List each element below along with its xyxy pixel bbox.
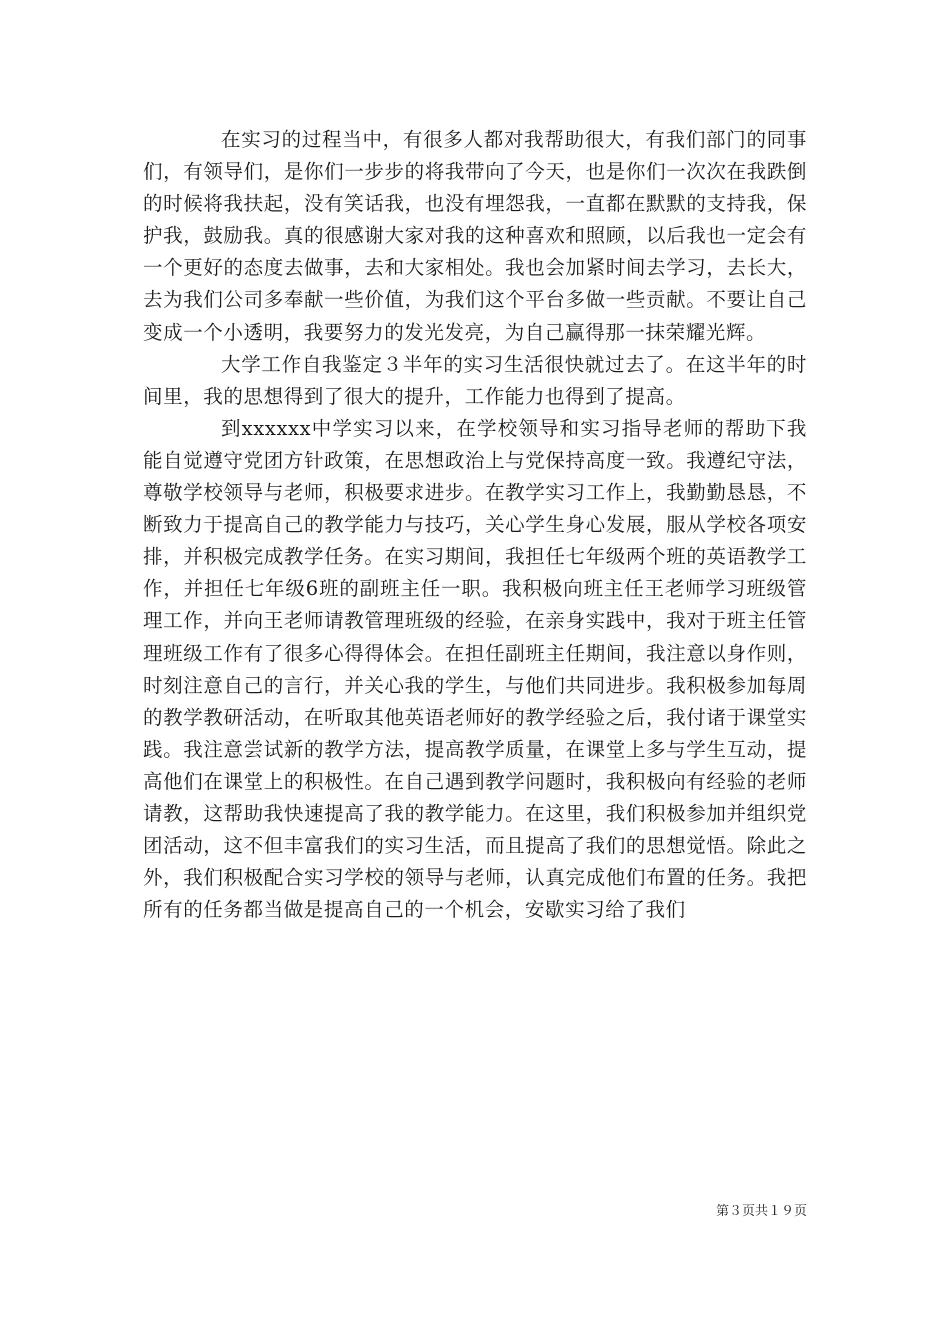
paragraph-teaching: 到xxxxxx中学实习以来，在学校领导和实习指导老师的帮助下我能自觉遵守党团方针政策，在思想政治上与党保持高度一致。我遵纪守法，尊敬学校领导与老师，积极要求进步。在教学实习工作上，我勤勤恳恳，不断致力于提高自己的教学能力与技巧，关心学生身心发展，服从学校各项安排，并积极完成教学任务。在实习期间，我担任七年级两个班的英语教学工作，并担任七年级6班的副班主任一职。我积极向班主任王老师学习班级管理工作，并向王老师请教管理班级的经验，在亲身实践中，我对于班主任管理班级工作有了很多心得得体会。在担任副班主任期间，我注意以身作则，时刻注意自己的言行，并关心我的学生，与他们共同进步。我积极参加每周的教学教研活动，在听取其他英语老师好的教学经验之后，我付诸于课堂实践。我注意尝试新的教学方法，提高教学质量，在课堂上多与学生互动，提高他们在课堂上的积极性。在自己遇到教学问题时，我积极向有经验的老师请教，这帮助我快速提高了我的教学能力。在这里，我们积极参加并组织党团活动，这不但丰富我们的实习生活，而且提高了我们的思想觉悟。除此之外，我们积极配合实习学校的领导与老师，认真完成他们布置的任务。我把所有的任务都当做是提高自己的一个机会，安歇实习给了我们 (143, 416, 807, 922)
page-number: 第３页共１９页 (715, 1204, 807, 1219)
paragraph-thanks: 在实习的过程当中，有很多人都对我帮助很大，有我们部门的同事们，有领导们，是你们一步步的将我带向了今天，也是你们一次次在我跌倒的时候将我扶起，没有笑话我，也没有埋怨我，一直都在默默的支持我，保护我，鼓励我。真的很感谢大家对我的这种喜欢和照顾，以后我也一定会有一个更好的态度去做事，去和大家相处。我也会加紧时间去学习，去长大，去为我们公司多奉献一些价值，为我们这个平台多做一些贡献。不要让自己变成一个小透明，我要努力的发光发亮，为自己赢得那一抹荣耀光辉。 (143, 128, 807, 344)
document-body (143, 124, 807, 926)
paragraph-summary: 大学工作自我鉴定３半年的实习生活很快就过去了。在这半年的时间里，我的思想得到了很大的提升，工作能力也得到了提高。 (143, 352, 807, 408)
